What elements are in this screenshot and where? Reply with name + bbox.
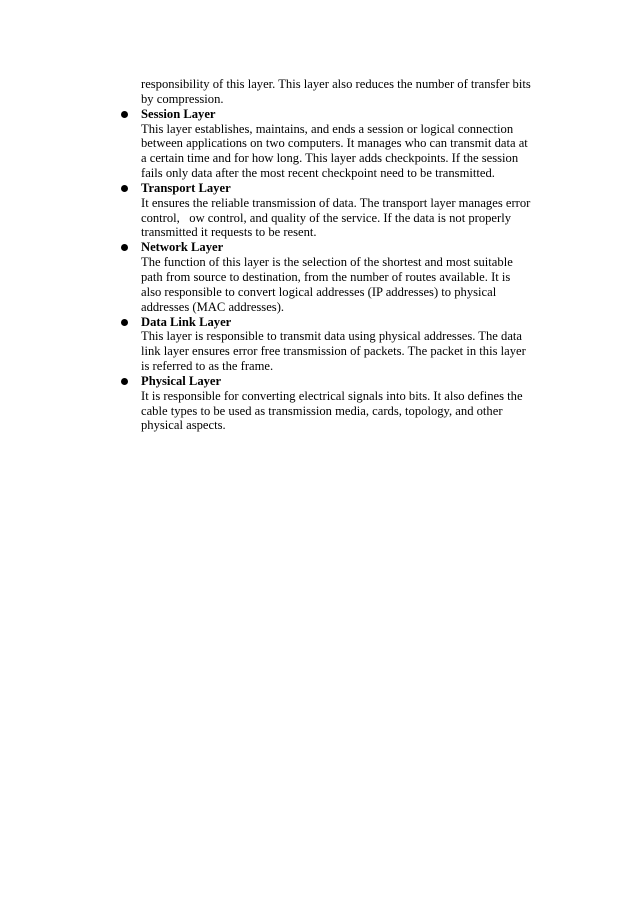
text-line: responsibility of this layer. This layer also reduces the number of transfer bits bbox=[141, 77, 531, 91]
text-line: is referred to as the frame. bbox=[141, 359, 274, 374]
text-line: transmitted it requests to be resent. bbox=[141, 225, 317, 240]
list-item-data-link-layer bbox=[141, 315, 561, 374]
item-heading: Data Link Layer bbox=[141, 314, 232, 329]
item-heading: Transport Layer bbox=[141, 180, 231, 195]
intro-paragraph bbox=[141, 77, 561, 107]
text-line: by compression. bbox=[141, 91, 224, 106]
text-line: between applications on two computers. It manages who can transmit data at bbox=[141, 136, 528, 151]
text-line: cable types to be used as transmission media, cards, topology, and other bbox=[141, 403, 503, 418]
list-item-transport-layer bbox=[141, 181, 561, 240]
text-line: This layer establishes, maintains, and ends a session or logical connection bbox=[141, 121, 514, 136]
text-line: a certain time and for how long. This layer adds checkpoints. If the session bbox=[141, 151, 519, 166]
list-item-network-layer bbox=[141, 240, 561, 314]
bullet-icon bbox=[121, 378, 128, 385]
text-line: path from source to destination, from the number of routes available. It is bbox=[141, 269, 511, 284]
document-body bbox=[141, 77, 561, 433]
bullet-icon bbox=[121, 185, 128, 192]
item-heading: Network Layer bbox=[141, 240, 224, 255]
text-line: This layer is responsible to transmit data using physical addresses. The data bbox=[141, 329, 522, 344]
text-line: link layer ensures error free transmission of packets. The packet in this layer bbox=[141, 344, 526, 359]
item-heading: Session Layer bbox=[141, 106, 216, 121]
list-item-session-layer bbox=[141, 107, 561, 181]
bullet-icon bbox=[121, 244, 128, 251]
text-line: control, ow control, and quality of the service. If the data is not properly bbox=[141, 210, 512, 225]
text-line: fails only data after the most recent checkpoint need to be transmitted. bbox=[141, 166, 495, 181]
bullet-icon bbox=[121, 111, 128, 118]
text-line: also responsible to convert logical addresses (IP addresses) to physical bbox=[141, 284, 497, 299]
text-line: addresses (MAC addresses). bbox=[141, 299, 285, 314]
text-line: The function of this layer is the selection of the shortest and most suitable bbox=[141, 255, 513, 270]
text-line: It is responsible for converting electrical signals into bits. It also defines the bbox=[141, 388, 523, 403]
text-line: physical aspects. bbox=[141, 418, 226, 433]
list-item-physical-layer bbox=[141, 374, 561, 433]
item-heading: Physical Layer bbox=[141, 373, 222, 388]
text-line: It ensures the reliable transmission of data. The transport layer manages error bbox=[141, 195, 531, 210]
bullet-icon bbox=[121, 319, 128, 326]
